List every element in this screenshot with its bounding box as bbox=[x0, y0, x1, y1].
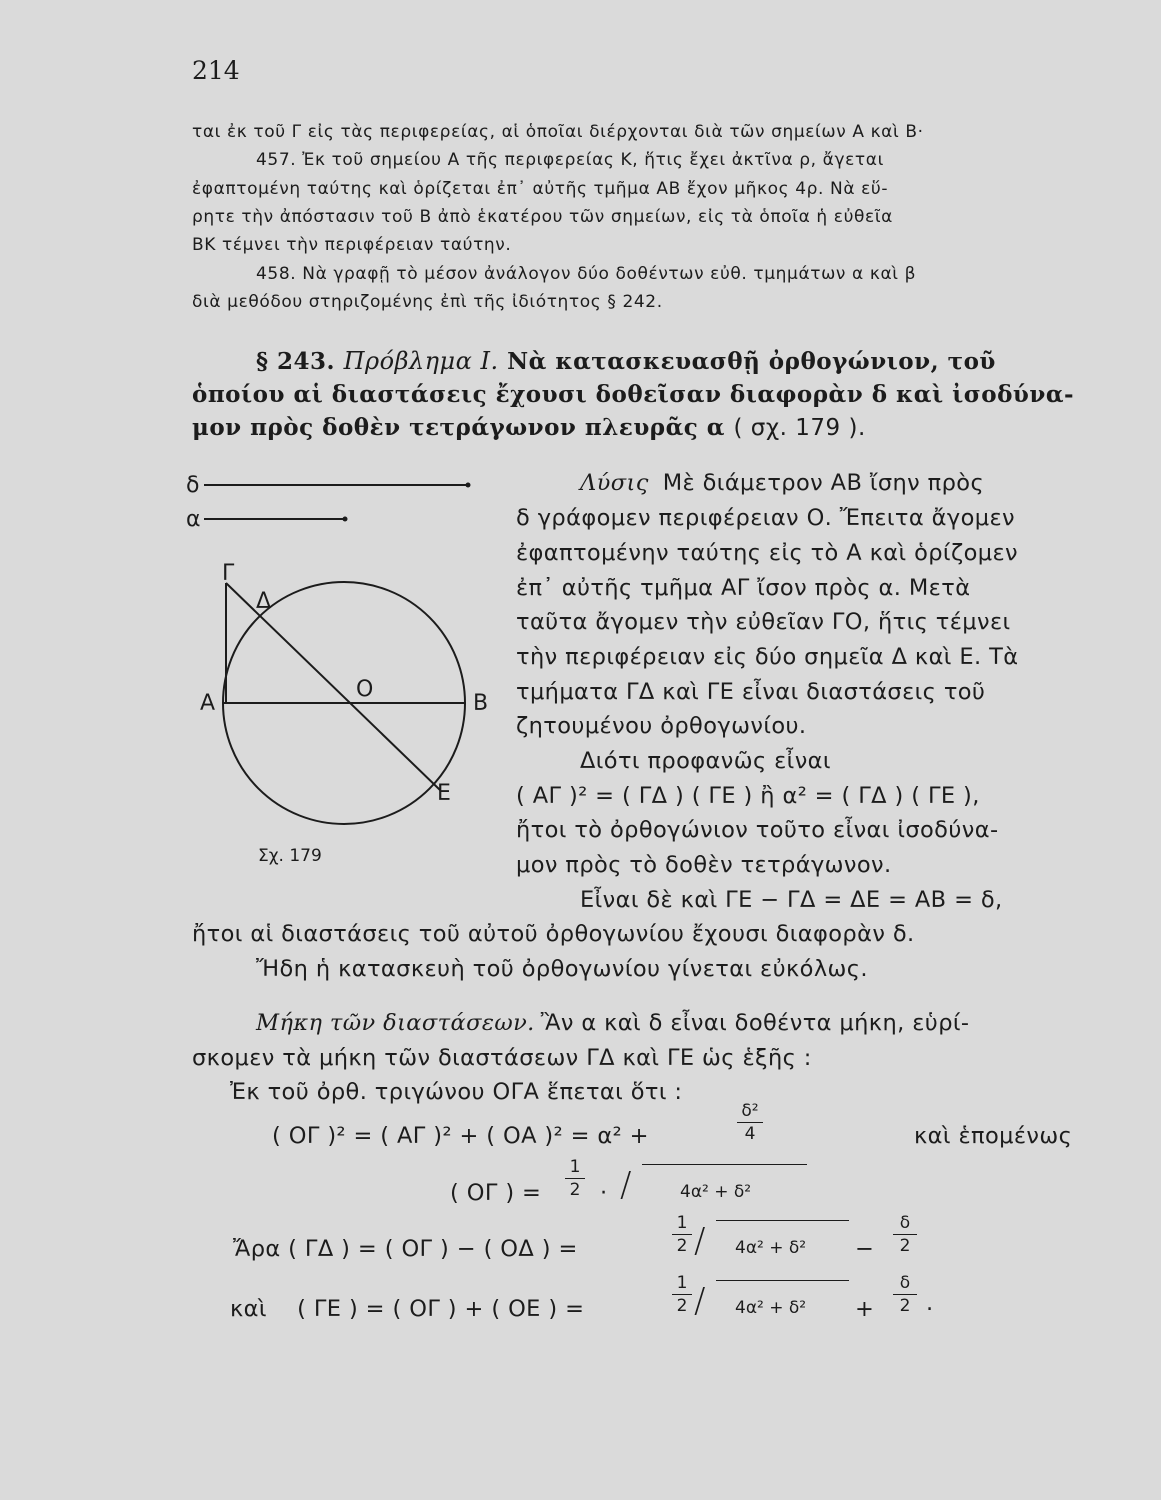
lengths-label: Μήκη τῶν διαστάσεων. bbox=[256, 1010, 535, 1036]
line-go bbox=[226, 583, 440, 790]
formula-3-radicand: 4α² + δ² bbox=[735, 1238, 807, 1258]
solution-line-e: Ἤδη ἡ κατασκευὴ τοῦ ὀρθογωνίου γίνεται εὐκόλως. bbox=[256, 956, 868, 982]
sqrt-sign-icon: / bbox=[694, 1281, 706, 1321]
formula-2-left: ( ΟΓ ) = bbox=[450, 1180, 542, 1206]
label-alpha: α bbox=[186, 507, 201, 532]
solution-line-7: τμήματα ΓΔ καὶ ΓΕ εἶναι διαστάσεις τοῦ bbox=[516, 679, 986, 705]
formula-4-fraction-2: δ 2 bbox=[893, 1273, 917, 1316]
formula-4-radicand: 4α² + δ² bbox=[735, 1298, 807, 1318]
problem-number: § 243. bbox=[256, 348, 336, 375]
solution-line-a: ἤτοι τὸ ὀρθογώνιον τοῦτο εἶναι ἰσοδύνα- bbox=[516, 817, 999, 843]
exercise-457-line-4: ΒΚ τέμνει τὴν περιφέρειαν ταύτην. bbox=[192, 235, 512, 255]
formula-2-dot: · bbox=[600, 1180, 608, 1206]
problem-heading-line-2: ὁποίου αἱ διαστάσεις ἔχουσι δοθεῖσαν διαφορὰν δ καὶ ἰσοδύνα- bbox=[192, 381, 1075, 408]
exercise-458-line-2: διὰ μεθόδου στηριζομένης ἐπὶ τῆς ἰδιότητος § 242. bbox=[192, 292, 663, 312]
label-point-b: Β bbox=[473, 691, 489, 716]
solution-line-d: ἤτοι αἱ διαστάσεις τοῦ αὐτοῦ ὀρθογωνίου ἔχουσι διαφορὰν δ. bbox=[192, 921, 915, 947]
radical-bar bbox=[642, 1164, 807, 1165]
exercise-457-line-1: 457. Ἐκ τοῦ σημείου Α τῆς περιφερείας Κ, ἥτις ἔχει ἀκτῖνα ρ, ἄγεται bbox=[256, 150, 884, 170]
solution-line-b: μον πρὸς τὸ δοθὲν τετράγωνον. bbox=[516, 852, 892, 878]
page-number: 214 bbox=[192, 56, 240, 85]
sqrt-sign-icon: / bbox=[620, 1165, 632, 1205]
solution-line-1: Λύσις Μὲ διάμετρον ΑΒ ἴσην πρὸς bbox=[580, 470, 985, 496]
solution-line-6: τὴν περιφέρειαν εἰς δύο σημεῖα Δ καὶ Ε. Τὰ bbox=[516, 644, 1019, 670]
problem-label: Πρόβλημα Ι. bbox=[343, 347, 499, 375]
formula-1-left: ( ΟΓ )² = ( ΑΓ )² + ( ΟΑ )² = α² + bbox=[272, 1123, 649, 1149]
solution-line-4: ἐπ᾽ αὐτῆς τμῆμα ΑΓ ἴσον πρὸς α. Μετὰ bbox=[516, 575, 971, 601]
solution-equation: ( ΑΓ )² = ( ΓΔ ) ( ΓΕ ) ἢ α² = ( ΓΔ ) ( ΓΕ ), bbox=[516, 783, 980, 809]
radical-bar bbox=[716, 1220, 849, 1221]
label-point-e: Ε bbox=[437, 781, 451, 806]
label-delta: δ bbox=[186, 473, 200, 498]
formula-3-left: Ἄρα ( ΓΔ ) = ( ΟΓ ) − ( ΟΔ ) = bbox=[233, 1236, 578, 1262]
solution-line-c: Εἶναι δὲ καὶ ΓΕ − ΓΔ = ΔΕ = ΑΒ = δ, bbox=[580, 887, 1003, 913]
formula-4-left: καὶ ( ΓΕ ) = ( ΟΓ ) + ( ΟΕ ) = bbox=[230, 1296, 585, 1322]
figure-reference: ( σχ. 179 ). bbox=[733, 415, 866, 441]
formula-3-fraction-1: 1 2 bbox=[672, 1213, 692, 1256]
segment-alpha-end bbox=[343, 517, 348, 522]
formula-1-right: καὶ ἑπομένως bbox=[914, 1123, 1073, 1149]
problem-statement-3: μον πρὸς δοθὲν τετράγωνον πλευρᾶς α bbox=[192, 414, 725, 441]
top-line-1: ται ἐκ τοῦ Γ εἰς τὰς περιφερείας, αἱ ὁποῖαι διέρχονται διὰ τῶν σημείων Α καὶ Β· bbox=[192, 122, 924, 142]
figure-caption: Σχ. 179 bbox=[258, 846, 322, 866]
label-point-gamma: Γ bbox=[222, 561, 235, 586]
problem-heading-line-1 bbox=[256, 347, 996, 375]
formula-1-fraction: δ² 4 bbox=[737, 1101, 763, 1144]
label-point-o: Ο bbox=[356, 677, 374, 702]
solution-line-2: δ γράφομεν περιφέρειαν Ο. Ἔπειτα ἄγομεν bbox=[516, 505, 1016, 531]
lengths-line-1: Μήκη τῶν διαστάσεων. Ἂν α καὶ δ εἶναι δοθέντα μήκη, εὑρί- bbox=[256, 1010, 970, 1036]
sqrt-sign-icon: / bbox=[694, 1221, 706, 1261]
exercise-457-line-3: ρητε τὴν ἀπόστασιν τοῦ Β ἀπὸ ἑκατέρου τῶν σημείων, εἰς τὰ ὁποῖα ἡ εὐθεῖα bbox=[192, 207, 893, 227]
solution-line-8: ζητουμένου ὀρθογωνίου. bbox=[516, 713, 807, 739]
formula-3-operator: − bbox=[855, 1236, 875, 1262]
formula-4-fraction-1: 1 2 bbox=[672, 1273, 692, 1316]
exercise-457-line-2: ἐφαπτομένη ταύτης καὶ ὁρίζεται ἐπ᾽ αὐτῆς τμῆμα ΑΒ ἔχον μῆκος 4ρ. Νὰ εὕ- bbox=[192, 179, 889, 199]
formula-2-radicand: 4α² + δ² bbox=[680, 1182, 752, 1202]
label-point-delta: Δ bbox=[256, 589, 272, 614]
solution-line-5: ταῦτα ἄγομεν τὴν εὐθεῖαν ΓΟ, ἥτις τέμνει bbox=[516, 609, 1011, 635]
label-point-a: Α bbox=[200, 691, 216, 716]
formula-3-fraction-2: δ 2 bbox=[893, 1213, 917, 1256]
figure-179 bbox=[180, 470, 510, 870]
formula-2-fraction: 1 2 bbox=[565, 1157, 585, 1200]
radical-bar bbox=[716, 1280, 849, 1281]
segment-delta-end bbox=[466, 483, 471, 488]
problem-statement-1: Νὰ κατασκευασθῇ ὀρθογώνιον, τοῦ bbox=[507, 348, 996, 375]
formula-4-end: . bbox=[926, 1290, 934, 1316]
solution-line-3: ἐφαπτομένην ταύτης εἰς τὸ Α καὶ ὁρίζομεν bbox=[516, 540, 1018, 566]
formula-4-operator: + bbox=[855, 1296, 875, 1322]
exercise-458-line-1: 458. Νὰ γραφῇ τὸ μέσον ἀνάλογον δύο δοθέντων εὐθ. τμημάτων α καὶ β bbox=[256, 264, 917, 284]
solution-label: Λύσις bbox=[580, 470, 649, 496]
lengths-line-2: σκομεν τὰ μήκη τῶν διαστάσεων ΓΔ καὶ ΓΕ ὡς ἑξῆς : bbox=[192, 1045, 812, 1071]
problem-heading-line-3 bbox=[192, 414, 866, 441]
lengths-line-3: Ἐκ τοῦ ὀρθ. τριγώνου ΟΓΑ ἕπεται ὅτι : bbox=[230, 1079, 683, 1105]
solution-dioti: Διότι προφανῶς εἶναι bbox=[580, 748, 831, 774]
